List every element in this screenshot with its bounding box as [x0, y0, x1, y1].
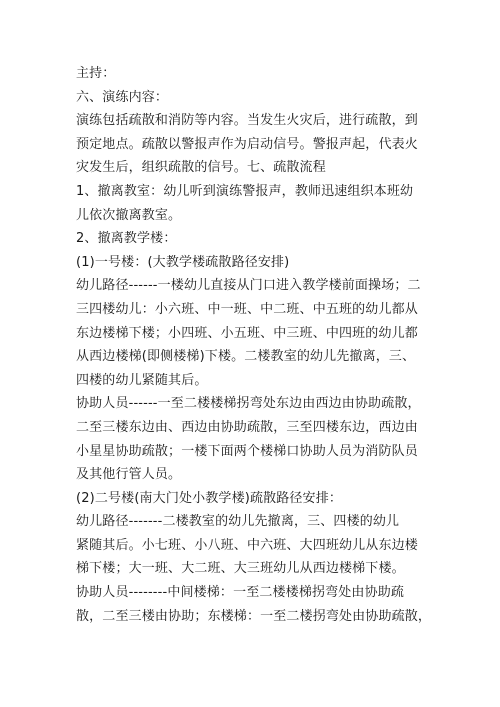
text-line: 演练包括疏散和消防等内容。当发生火灾后，进行疏散，到 — [76, 113, 418, 129]
text-line: 二至三楼东边由、西边由协助疏散，三至四楼东边，西边由 — [76, 419, 418, 435]
text-line: 散，二至三楼由协助；东楼梯：一至二楼拐弯处由协助疏散， — [76, 608, 432, 624]
text-line: 小星星协助疏散；一楼下面两个楼梯口协助人员为消防队员 — [76, 443, 418, 459]
text-line: 幼儿路径-------二楼教室的幼儿先撤离，三、四楼的幼儿 — [76, 514, 400, 530]
text-line: 从西边楼梯(即侧楼梯)下楼。二楼教室的幼儿先撤离，三、 — [76, 349, 416, 365]
text-line: 1、撤离教室：幼儿听到演练警报声，教师迅速组织本班幼 — [76, 183, 414, 199]
text-line: 紧随其后。小七班、小八班、中六班、大四班幼儿从东边楼 — [76, 537, 418, 553]
text-line: 协助人员--------中间楼梯：一至二楼楼梯拐弯处由协助疏 — [76, 585, 405, 601]
section-heading-evacuate-building: 2、撤离教学楼： — [76, 231, 177, 247]
text-line: 儿依次撤离教室。 — [76, 207, 182, 223]
subheading-building-two: (2)二号楼(南大门处小教学楼)疏散路径安排： — [76, 490, 343, 506]
text-line: 协助人员------一至二楼楼梯拐弯处东边由西边由协助疏散， — [76, 396, 421, 412]
text-line: 灾发生后，组织疏散的信号。七、疏散流程 — [76, 160, 326, 176]
subheading-building-one: (1)一号楼：(大教学楼疏散路径安排) — [76, 254, 290, 270]
text-line-host: 主持： — [76, 66, 116, 81]
text-line: 梯下楼；大一班、大二班、大三班幼儿从西边楼梯下楼。 — [76, 561, 405, 577]
text-line: 预定地点。疏散以警报声作为启动信号。警报声起，代表火 — [76, 136, 418, 152]
text-line: 东边楼梯下楼；小四班、小五班、中三班、中四班的幼儿都 — [76, 325, 418, 341]
section-heading-drill-content: 六、演练内容： — [76, 89, 169, 105]
text-line: 及其他行管人员。 — [76, 467, 182, 483]
text-line: 幼儿路径------一楼幼儿直接从门口进入教学楼前面操场；二 — [76, 278, 421, 294]
document-body — [76, 62, 432, 628]
text-line: 三四楼幼儿：小六班、中一班、中二班、中五班的幼儿都从 — [76, 301, 418, 317]
text-line: 四楼的幼儿紧随其后。 — [76, 372, 208, 388]
